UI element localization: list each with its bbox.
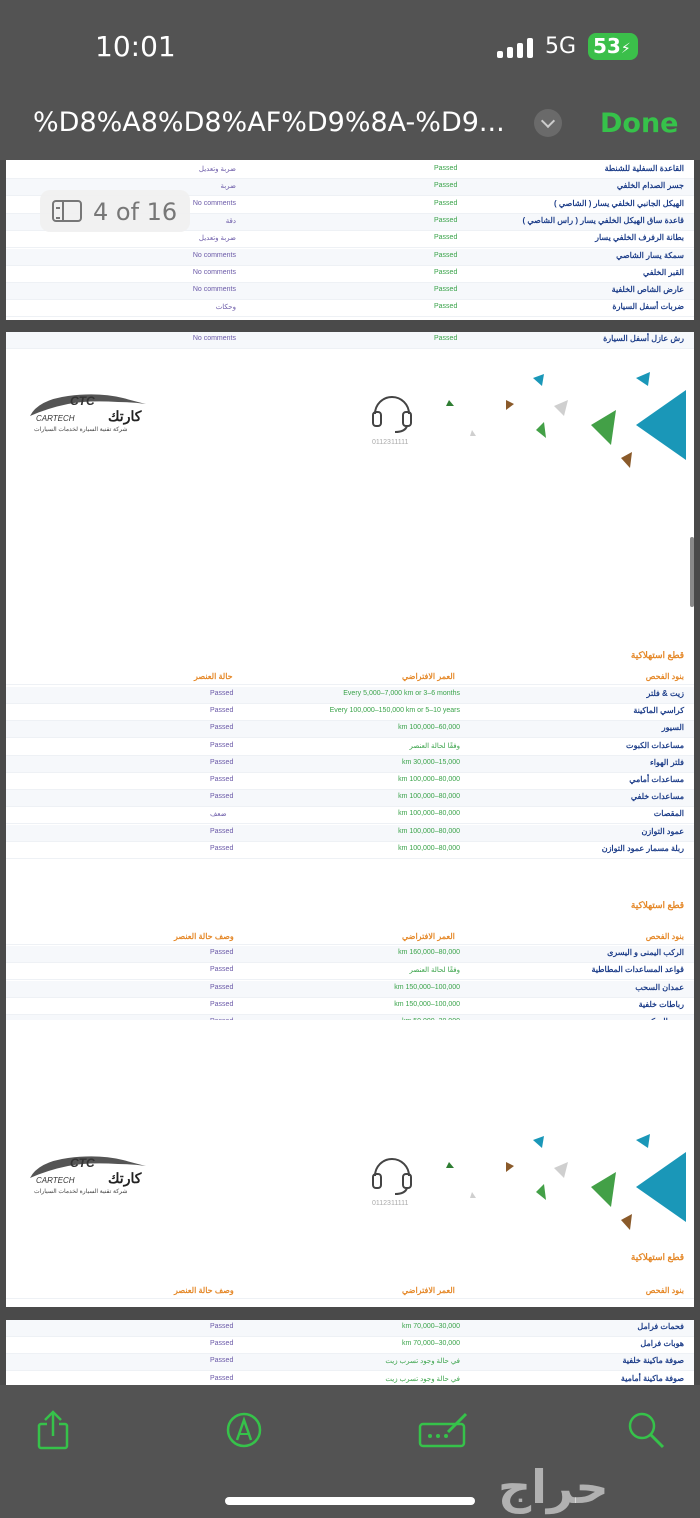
phone-number: 0112311111 (372, 1200, 409, 1207)
headset-icon (369, 1150, 415, 1196)
table-row (6, 249, 694, 266)
section-title: قطع استهلاكية (630, 650, 684, 660)
row-lifespan: km 100,000–80,000 (398, 844, 460, 852)
row-comment: ضربة (220, 183, 236, 191)
table-row (6, 162, 694, 179)
logo-tagline: شركة تقنية السيارة لخدمات السيارات (34, 1189, 128, 1195)
row-result: Passed (434, 216, 458, 224)
section-title: قطع استهلاكية (630, 1252, 684, 1262)
row-item-name: صوفة ماكينة أمامية (620, 1373, 684, 1383)
row-result: Passed (434, 199, 458, 207)
row-result: Passed (434, 303, 458, 311)
row-item-name: المقصات (653, 809, 684, 819)
table-row (6, 773, 694, 790)
cartech-logo (28, 390, 158, 440)
document-viewer[interactable] (0, 160, 700, 1385)
table-row (6, 998, 694, 1015)
header-life: العمر الافتراضي (402, 1286, 455, 1295)
row-comment: No comments (192, 199, 236, 207)
row-lifespan: وفقًا لحالة العنصر (409, 742, 460, 750)
logo-ctc: CTC (70, 1156, 95, 1170)
row-result: Passed (434, 286, 458, 294)
logo-ctc: CTC (70, 394, 95, 408)
logo-tagline: شركة تقنية السيارة لخدمات السيارات (34, 427, 128, 433)
table-row (6, 756, 694, 773)
table-row (6, 283, 694, 300)
logo-english: CARTECH (36, 414, 75, 423)
table-row (6, 231, 694, 248)
row-status: Passed (210, 707, 234, 715)
logo-english: CARTECH (36, 1176, 75, 1185)
chevron-down-icon[interactable] (534, 109, 562, 137)
table-header (6, 1283, 694, 1299)
row-item-name: رش عازل أسفل السيارة (603, 334, 684, 343)
table-row (6, 1320, 694, 1337)
row-item-name: قواعد المساعدات المطاطية (591, 965, 684, 975)
row-item-name: زيت & فلتر (646, 689, 684, 698)
logo-arabic: كارتك (108, 408, 142, 424)
cartech-logo (28, 1152, 158, 1202)
table-row (6, 266, 694, 283)
row-comment: No comments (192, 335, 236, 342)
row-lifespan: km 70,000–30,000 (402, 1340, 460, 1348)
row-item-name: ربلة مسمار عمود التوازن (601, 843, 684, 853)
table-row (6, 825, 694, 842)
row-item-name: جسر الصدام الخلفي (616, 181, 684, 191)
row-comment: ضربة وتعديل (198, 235, 236, 243)
row-result: Passed (434, 182, 458, 190)
row-comment: وحكات (215, 304, 236, 312)
table-header (6, 929, 694, 945)
row-lifespan: km 160,000–80,000 (398, 949, 460, 956)
row-item-name: مساعدات أمامي (629, 775, 684, 784)
table-row (6, 842, 694, 859)
row-status: Passed (210, 827, 234, 835)
row-item-name: رباطات خلفية (638, 999, 684, 1009)
table-row (6, 687, 694, 704)
table-row (6, 807, 694, 824)
row-lifespan: km 150,000–100,000 (394, 1000, 460, 1008)
table-row (6, 1372, 694, 1385)
section-title: قطع استهلاكية (630, 900, 684, 910)
row-status: Passed (210, 1357, 234, 1365)
row-status: Passed (210, 724, 234, 732)
header-item: بنود الفحص (645, 672, 684, 681)
row-item-name: قاعدة ساق الهيكل الخلفي يسار ( راس الشاصي ) (522, 215, 684, 225)
row-item-name: عمود التوازن (641, 826, 684, 836)
row-lifespan: km 100,000–60,000 (398, 724, 460, 732)
row-status: Passed (210, 758, 234, 766)
home-indicator[interactable] (225, 1497, 475, 1505)
network-type: 5G (545, 34, 577, 59)
row-result: Passed (434, 335, 458, 342)
header-item: بنود الفحص (645, 932, 684, 941)
scroll-indicator[interactable] (690, 537, 694, 607)
row-item-name: فلتر الهواء (650, 757, 684, 767)
row-lifespan: km 100,000–80,000 (398, 810, 460, 818)
sidebar-icon[interactable] (52, 200, 82, 222)
row-item-name: الركب اليمنى و اليسرى (607, 948, 684, 957)
table-row (6, 981, 694, 998)
header-status: حالة العنصر (194, 672, 233, 681)
row-result: Passed (434, 234, 458, 242)
row-item-name: مساعدات خلفي (630, 792, 684, 802)
row-comment: دقة (225, 217, 236, 225)
row-item-name: فحمات فرامل (637, 1322, 684, 1331)
row-status: ضعف (210, 811, 227, 819)
headset-icon (369, 388, 415, 434)
row-status: Passed (210, 690, 234, 697)
row-lifespan: في حالة وجود تسرب زيت (385, 1358, 460, 1366)
row-status: Passed (210, 1374, 234, 1382)
table-row (6, 963, 694, 980)
row-lifespan: km 70,000–30,000 (402, 1323, 460, 1330)
row-item-name: عارض الشاص الخلفية (611, 285, 684, 295)
share-icon[interactable] (33, 1410, 73, 1450)
table-row (6, 704, 694, 721)
row-lifespan: km 150,000–100,000 (394, 983, 460, 991)
table-row (6, 1337, 694, 1354)
table-header (6, 669, 694, 685)
page-indicator-label: 4 of 16 (93, 198, 178, 226)
row-lifespan: وفقًا لحالة العنصر (409, 967, 460, 975)
clock: 10:01 (95, 30, 176, 63)
row-item-name: الهيكل الجانبي الخلفي يسار ( الشاصي ) (553, 198, 684, 208)
row-item-name: عمدان السحب (635, 982, 684, 992)
row-lifespan: Every 5,000–7,000 km or 3–6 months (343, 690, 460, 697)
row-status: Passed (210, 741, 234, 749)
row-item-name: سمكة يسار الشاصي (616, 250, 684, 260)
table-row (6, 739, 694, 756)
phone-number: 0112311111 (372, 439, 409, 446)
markup-icon[interactable] (224, 1410, 264, 1450)
decorative-triangles-icon (436, 370, 686, 470)
row-status: Passed (210, 844, 234, 852)
pdf-page-1 (6, 160, 694, 320)
table-row (6, 332, 694, 349)
row-comment: No comments (192, 286, 236, 294)
document-header (0, 95, 700, 160)
table-row (6, 790, 694, 807)
row-lifespan: km 100,000–80,000 (398, 776, 460, 783)
pdf-page-3 (6, 1020, 694, 1307)
battery-level: 53 (593, 34, 621, 58)
row-item-name: القاعدة السفلية للشنطة (604, 164, 684, 173)
row-result: Passed (434, 165, 458, 172)
page-indicator (40, 190, 190, 232)
row-status: Passed (210, 966, 234, 974)
row-status: Passed (210, 1323, 234, 1330)
header-status: وصف حالة العنصر (174, 932, 234, 941)
row-lifespan: km 100,000–80,000 (398, 827, 460, 835)
header-life: العمر الافتراضي (402, 672, 455, 681)
row-item-name: مساعدات الكبوت (626, 740, 684, 750)
document-title[interactable]: %D8%A8%D8%AF%D9%8A-%D9... (33, 107, 505, 138)
row-status: Passed (210, 793, 234, 801)
logo-arabic: كارتك (108, 1170, 142, 1186)
row-result: Passed (434, 251, 458, 259)
row-status: Passed (210, 1340, 234, 1348)
row-comment: No comments (192, 268, 236, 276)
row-item-name: بطانة الرفرف الخلفي يسار (595, 233, 684, 243)
header-item: بنود الفحص (645, 1286, 684, 1295)
row-status: Passed (210, 983, 234, 991)
row-status: Passed (210, 776, 234, 783)
battery-icon: 53⚡ (588, 33, 638, 60)
watermark-logo: حراج (498, 1460, 609, 1514)
row-comment: No comments (192, 251, 236, 259)
row-lifespan: km 100,000–80,000 (398, 793, 460, 801)
row-comment: ضربة وتعديل (198, 166, 236, 173)
search-icon[interactable] (626, 1410, 666, 1450)
decorative-triangles-icon (436, 1132, 686, 1232)
pdf-page-4 (6, 1320, 694, 1385)
done-button[interactable]: Done (600, 108, 679, 139)
signature-icon[interactable] (418, 1410, 470, 1450)
row-item-name: السيور (661, 723, 684, 733)
row-status: Passed (210, 1000, 234, 1008)
row-status: Passed (210, 949, 234, 956)
header-status: وصف حالة العنصر (174, 1286, 234, 1295)
signal-icon (497, 38, 533, 58)
row-item-name: القبر الخلفي (643, 267, 684, 277)
row-item-name: كراسي الماكينة (633, 706, 684, 716)
row-lifespan: Every 100,000–150,000 km or 5–10 years (329, 707, 460, 715)
table-row (6, 721, 694, 738)
header-life: العمر الافتراضي (402, 932, 455, 941)
row-item-name: صوفة ماكينة خلفية (622, 1356, 684, 1366)
table-row (6, 300, 694, 317)
row-item-name: هوبات فرامل (640, 1339, 684, 1349)
row-lifespan: km 30,000–15,000 (402, 758, 460, 766)
status-bar (0, 0, 700, 95)
row-lifespan: في حالة وجود تسرب زيت (385, 1375, 460, 1383)
row-item-name: ضربات أسفل السيارة (612, 302, 684, 312)
table-row (6, 1354, 694, 1371)
table-row (6, 946, 694, 963)
row-result: Passed (434, 268, 458, 276)
